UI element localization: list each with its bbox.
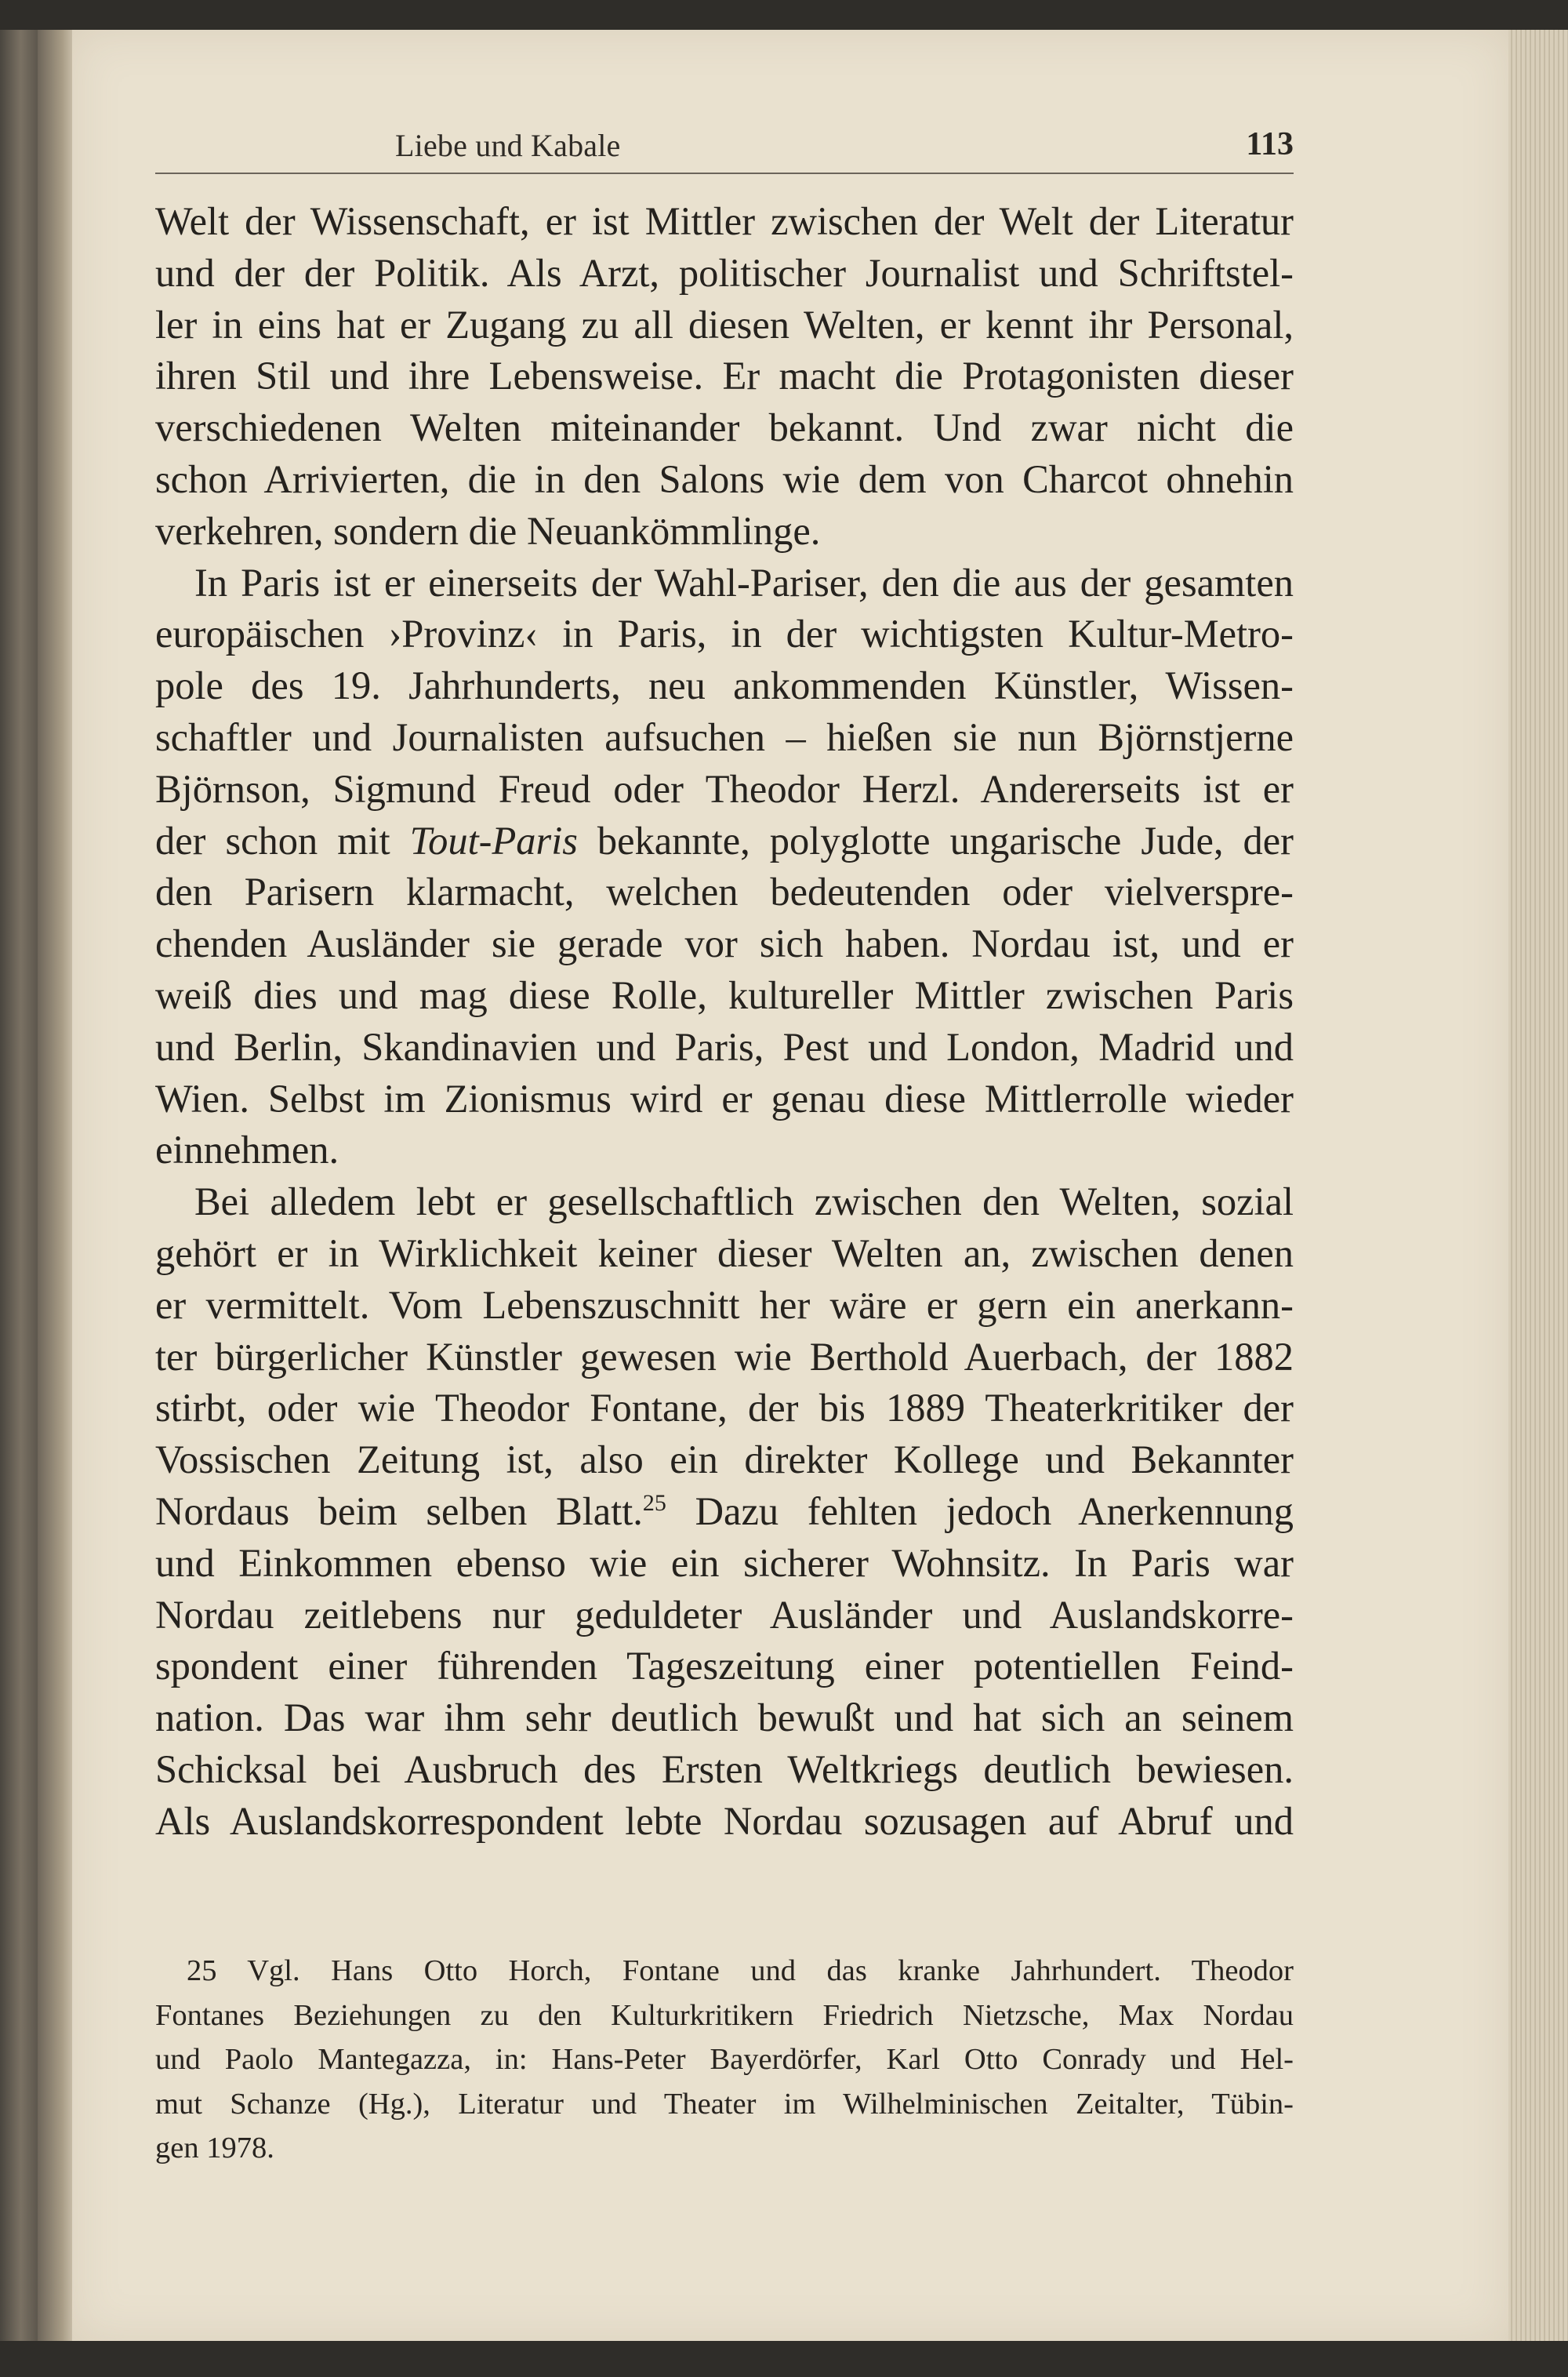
paragraph-3 xyxy=(155,1176,1294,1847)
text-line: Schicksal bei Ausbruch des Ersten Weltkriegs deutlich bewiesen. xyxy=(155,1746,1294,1791)
text-segment: der schon mit xyxy=(155,818,410,863)
text-line: spondent einer führenden Tageszeitung einer potentiellen Feind- xyxy=(155,1644,1294,1688)
footnote-line: mut Schanze (Hg.), Literatur und Theater im Wilhelminischen Zeitalter, Tübin- xyxy=(155,2087,1294,2121)
text-line: ihren Stil und ihre Lebensweise. Er macht die Protagonisten dieser xyxy=(155,354,1294,398)
text-line: den Parisern klarmacht, welchen bedeutenden oder vielverspre- xyxy=(155,870,1294,914)
scan-background-bottom xyxy=(0,2341,1568,2377)
text-line: schaftler und Journalisten aufsuchen – hießen sie nun Björnstjerne xyxy=(155,714,1294,759)
text-line: Als Auslandskorrespondent lebte Nordau sozusagen auf Abruf und xyxy=(155,1798,1294,1843)
text-line: nation. Das war ihm sehr deutlich bewußt und hat sich an seinem xyxy=(155,1696,1294,1740)
text-line: Vossischen Zeitung ist, also ein direkter Kollege und Bekannter xyxy=(155,1437,1294,1482)
text-line: Wien. Selbst im Zionismus wird er genau diese Mittlerrolle wieder xyxy=(155,1076,1294,1121)
page-stack-edges xyxy=(1508,30,1568,2341)
text-line: ler in eins hat er Zugang zu all diesen Welten, er kennt ihr Personal, xyxy=(155,302,1294,347)
italic-title: Tout-Paris xyxy=(409,818,578,863)
text-line: chenden Ausländer sie gerade vor sich haben. Nordau ist, und er xyxy=(155,921,1294,966)
text-line: und Einkommen ebenso wie ein sicherer Wohnsitz. In Paris war xyxy=(155,1540,1294,1585)
running-head: Liebe und Kabale xyxy=(395,128,621,163)
paragraph-2 xyxy=(155,558,1294,1177)
scan-background-top xyxy=(0,0,1568,30)
text-line: gehört er in Wirklichkeit keiner dieser Welten an, zwischen denen xyxy=(155,1230,1294,1275)
text-line: Björnson, Sigmund Freud oder Theodor Herzl. Andererseits ist er xyxy=(155,766,1294,811)
text-segment: Dazu fehlten jedoch Anerkennung xyxy=(666,1488,1294,1533)
text-line: und Berlin, Skandinavien und Paris, Pest und London, Madrid und xyxy=(155,1024,1294,1069)
paragraph-1 xyxy=(155,196,1294,558)
footnote-line: Fontanes Beziehungen zu den Kulturkritikern Friedrich Nietzsche, Max Nordau xyxy=(155,1998,1294,2032)
text-line: stirbt, oder wie Theodor Fontane, der bis 1889 Theaterkritiker der xyxy=(155,1386,1294,1430)
text-line: pole des 19. Jahrhunderts, neu ankommenden Künstler, Wissen- xyxy=(155,663,1294,708)
text-line: In Paris ist er einerseits der Wahl-Pariser, den die aus der gesamten xyxy=(194,560,1294,605)
previous-page-edge xyxy=(0,30,38,2341)
text-line: verschiedenen Welten miteinander bekannt. Und zwar nicht die xyxy=(155,405,1294,450)
text-segment: bekannte, polyglotte ungarische Jude, der xyxy=(577,818,1294,863)
text-line: Welt der Wissenschaft, er ist Mittler zwischen der Welt der Literatur xyxy=(155,199,1294,243)
footnote-reference: 25 xyxy=(642,1490,666,1517)
body-text xyxy=(155,196,1294,1848)
text-line: weiß dies und mag diese Rolle, kultureller Mittler zwischen Paris xyxy=(155,972,1294,1017)
text-line: europäischen ›Provinz‹ in Paris, in der wichtigsten Kultur-Metro- xyxy=(155,612,1294,656)
text-line: Bei alledem lebt er gesellschaftlich zwischen den Welten, sozial xyxy=(194,1179,1294,1224)
footnote-line: 25 Vgl. Hans Otto Horch, Fontane und das kranke Jahrhundert. Theodor xyxy=(187,1954,1294,1987)
footnote-line: gen 1978. xyxy=(155,2132,274,2164)
text-line: ter bürgerlicher Künstler gewesen wie Berthold Auerbach, der 1882 xyxy=(155,1334,1294,1379)
text-line: schon Arrivierten, die in den Salons wie dem von Charcot ohnehin xyxy=(155,456,1294,501)
text-line: und der der Politik. Als Arzt, politischer Journalist und Schriftstel- xyxy=(155,250,1294,295)
text-line: verkehren, sondern die Neuankömmlinge. xyxy=(155,508,821,553)
text-line: Nordau zeitlebens nur geduldeter Ausländer und Auslandskorre- xyxy=(155,1592,1294,1637)
footnote-line: und Paolo Mantegazza, in: Hans-Peter Bayerdörfer, Karl Otto Conrady und Hel- xyxy=(155,2043,1294,2076)
text-line-with-italic xyxy=(155,816,1294,867)
page-header xyxy=(155,119,1294,174)
footnote xyxy=(155,1949,1294,2171)
text-line-with-footnote-ref xyxy=(155,1486,1294,1538)
text-segment: Nordaus beim selben Blatt. xyxy=(155,1488,643,1533)
text-line: er vermittelt. Vom Lebenszuschnitt her wäre er gern ein anerkann- xyxy=(155,1282,1294,1327)
page-number: 113 xyxy=(1246,126,1294,162)
text-line: einnehmen. xyxy=(155,1128,339,1172)
